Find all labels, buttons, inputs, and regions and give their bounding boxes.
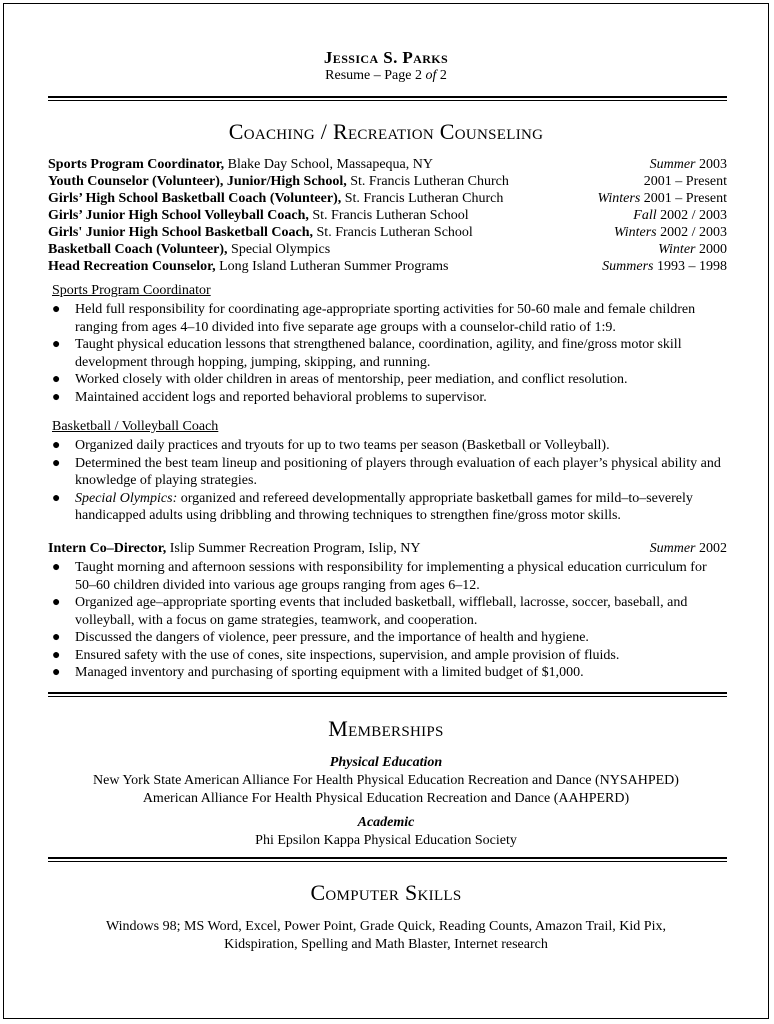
bullet-item: ● Organized daily practices and tryouts for up to two teams per season (Basketball or Volleyball). [52,438,610,453]
role-title: Youth Counselor (Volunteer), Junior/High School, [48,174,347,189]
bullet-item: ● Special Olympics: organized and refereed developmentally appropriate basketball games for mild–to–severely handicapped adults using dribbling and throwing techniques to strengthen fine/gross motor skills. [52,490,693,523]
bullet-item: ● Taught physical education lessons that strengthened balance, coordination, agility, and fine/gross motor skill development through hopping, jumping, skipping, and running. [52,337,682,370]
role-title: Girls’ Junior High School Volleyball Coach, [48,208,309,223]
role-row [48,224,727,241]
resume-page [3,3,769,1019]
membership-line: American Alliance For Health Physical Education Recreation and Dance (AAHPERD) [142,791,630,806]
role-row [48,207,727,224]
bullets-basketball [48,437,727,525]
page-of: of [425,68,437,83]
bullet-icon: ● [52,665,61,680]
role-org: Long Island Lutheran Summer Programs [215,259,449,274]
bullet-item: ● Determined the best team lineup and positioning of players through evaluation of each player’s physical ability and knowledge of playing strategies. [52,455,721,488]
role-org: St. Francis Lutheran Church [346,174,509,189]
divider [48,857,727,862]
role-row [48,258,727,275]
role-org: St. Francis Lutheran Church [341,191,504,206]
skills-line: Kidspiration, Spelling and Math Blaster, Internet research [224,937,548,952]
bullet-icon: ● [52,389,61,405]
bullet-icon: ● [52,560,61,575]
membership-line: Phi Epsilon Kappa Physical Education Society [255,833,517,848]
memberships-block [4,754,768,850]
role-org: Blake Day School, Massapequa, NY [224,157,433,172]
role-row [48,190,727,207]
bullet-icon: ● [52,647,61,663]
bullet-icon: ● [52,438,61,453]
bullet-icon: ● [52,490,61,506]
membership-line: New York State American Alliance For Health Physical Education Recreation and Dance (NYSAHPED) [93,773,679,788]
bullet-icon: ● [52,372,61,387]
bullet-icon: ● [52,455,61,471]
bullet-item: ● Managed inventory and purchasing of sporting equipment with a limited budget of $1,000. [52,665,584,680]
bullets-intern [48,559,727,682]
page-label: Resume – Page 2 [325,68,426,83]
section-title-coaching: Coaching / Recreation Counseling [228,119,544,144]
bullet-item: ● Worked closely with older children in areas of mentorship, peer mediation, and conflict resolution. [52,372,628,387]
page-indicator [4,68,768,84]
bullet-item: ● Discussed the dangers of violence, peer pressure, and the importance of health and hygiene. [52,630,589,645]
membership-heading-pe: Physical Education [329,755,443,770]
page-total: 2 [436,68,447,83]
bullet-icon: ● [52,630,61,645]
bullet-item: ● Taught morning and afternoon sessions with responsibility for implementing a physical education curriculum for 50–60 children divided into various age groups ranging from ages 6–12. [52,560,707,593]
role-title: Girls' Junior High School Basketball Coach, [48,225,314,240]
bullet-item: ● Maintained accident logs and reported behavioral problems to supervisor. [52,389,487,405]
bullet-icon: ● [52,595,61,610]
resume-name: Jessica S. Parks [323,48,449,67]
role-row [48,241,727,258]
role-org: Islip Summer Recreation Program, Islip, NY [166,541,421,556]
bullet-icon: ● [52,302,61,317]
subsection-heading-sports: Sports Program Coordinator [52,283,211,298]
subsection-heading-basketball: Basketball / Volleyball Coach [52,419,219,434]
section-title-memberships: Memberships [328,716,444,741]
bullet-item: ● Organized age–appropriate sporting events that included basketball, wiffleball, lacrosse, soccer, baseball, and volleyball, with a focus on game strategies, teamwork, and cooperation. [52,595,688,628]
bullet-item: ● Held full responsibility for coordinating age-appropriate sporting activities for 50-60 male and female children ranging from ages 4–10 divided into five separate age groups with a counselor-child ratio of 1:9. [52,302,696,335]
section-title-skills: Computer Skills [310,880,462,905]
role-org: St. Francis Lutheran School [308,208,469,223]
role-row-intern [48,541,727,557]
bullets-sports [48,301,727,406]
bullet-icon: ● [52,337,61,352]
role-title: Sports Program Coordinator, [48,157,225,172]
divider [48,692,727,697]
bullet-item: ● Ensured safety with the use of cones, site inspections, supervision, and ample provision of fluids. [52,647,620,663]
role-row [48,156,727,173]
role-date: Summers 1993 – 1998 [602,259,727,274]
membership-heading-academic: Academic [357,815,415,830]
roles-list [48,156,727,275]
role-title: Girls’ High School Basketball Coach (Volunteer), [48,191,342,206]
role-date: Summer 2002 [649,541,727,556]
role-org: Special Olympics [227,242,331,257]
divider [48,96,727,101]
skills-line: Windows 98; MS Word, Excel, Power Point, Grade Quick, Reading Counts, Amazon Trail, Kid Pix, [106,919,666,934]
role-date: Fall 2002 / 2003 [633,208,727,223]
role-date: Winter 2000 [658,242,727,257]
role-date: Winters 2002 / 2003 [613,225,727,240]
role-date: Summer 2003 [649,157,727,172]
role-row [48,173,727,190]
role-date: 2001 – Present [643,174,727,189]
role-date: Winters 2001 – Present [597,191,727,206]
role-title: Intern Co–Director, [48,541,167,556]
role-title: Head Recreation Counselor, [48,259,216,274]
role-org: St. Francis Lutheran School [313,225,473,240]
skills-block [4,918,768,954]
role-title: Basketball Coach (Volunteer), [48,242,228,257]
